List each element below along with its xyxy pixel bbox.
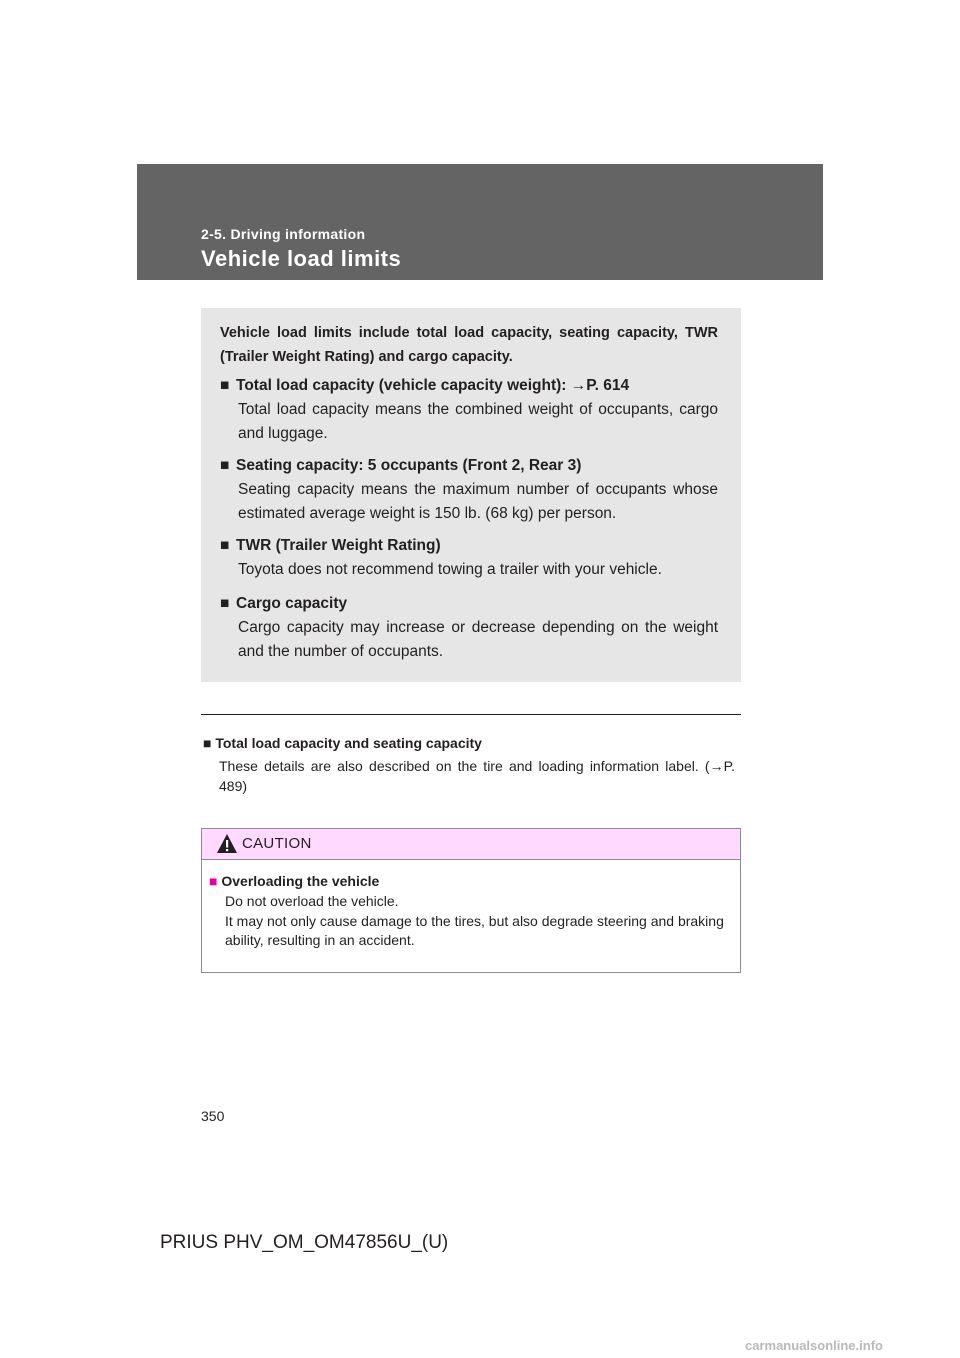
summary-item-body: Cargo capacity may increase or decrease depending on the weight and the number of occupants. — [238, 619, 718, 660]
document-id: PRIUS PHV_OM_OM47856U_(U) — [160, 1232, 449, 1253]
summary-item-heading: TWR (Trailer Weight Rating) — [236, 537, 441, 554]
page-title: Vehicle load limits — [201, 246, 402, 271]
warning-icon — [216, 833, 238, 859]
summary-item-heading: Cargo capacity — [236, 595, 348, 612]
caution-line: Do not overload the vehicle. — [225, 893, 399, 909]
caution-content — [209, 871, 737, 951]
summary-item-cargo-capacity — [220, 592, 718, 664]
watermark: carmanualsonline.info — [745, 1338, 883, 1353]
square-bullet-icon: ■ — [220, 457, 230, 474]
caution-box — [201, 828, 741, 973]
summary-item-heading: Seating capacity: 5 occupants (Front 2, Rear 3) — [236, 457, 582, 474]
caution-body — [225, 892, 737, 951]
summary-item-body: Seating capacity means the maximum number of occupants whose estimated average weight is 150 lb. (68 kg) per person. — [238, 481, 718, 522]
section-label: 2-5. Driving information — [201, 226, 366, 242]
square-bullet-icon: ■ — [209, 873, 218, 889]
square-bullet-icon: ■ — [220, 537, 230, 554]
caution-item-heading: Overloading the vehicle — [221, 873, 380, 889]
summary-item-heading: Total load capacity (vehicle capacity weight): →P. 614 — [236, 377, 630, 394]
summary-item-twr — [220, 534, 718, 582]
note-body: These details are also described on the tire and loading information label. (→P. 489) — [219, 758, 735, 794]
page-number: 350 — [201, 1108, 225, 1124]
summary-item-body: Toyota does not recommend towing a trailer with your vehicle. — [238, 561, 662, 578]
section-header-band — [137, 164, 823, 280]
summary-box — [201, 308, 741, 682]
caution-line: It may not only cause damage to the tires, but also degrade steering and braking ability, resulting in an accident. — [225, 912, 724, 948]
caution-header — [202, 829, 740, 860]
square-bullet-icon: ■ — [203, 735, 212, 751]
summary-intro: Vehicle load limits include total load capacity, seating capacity, TWR (Trailer Weight Rating) and cargo capacity. — [220, 325, 718, 365]
square-bullet-icon: ■ — [220, 595, 230, 612]
note-block — [203, 733, 735, 796]
caution-title: CAUTION — [242, 835, 312, 852]
summary-item-seating-capacity — [220, 454, 718, 526]
summary-item-total-load — [220, 374, 718, 446]
note-heading: Total load capacity and seating capacity — [215, 735, 482, 751]
section-divider — [201, 714, 741, 715]
square-bullet-icon: ■ — [220, 377, 230, 394]
summary-item-body: Total load capacity means the combined weight of occupants, cargo and luggage. — [238, 401, 718, 442]
